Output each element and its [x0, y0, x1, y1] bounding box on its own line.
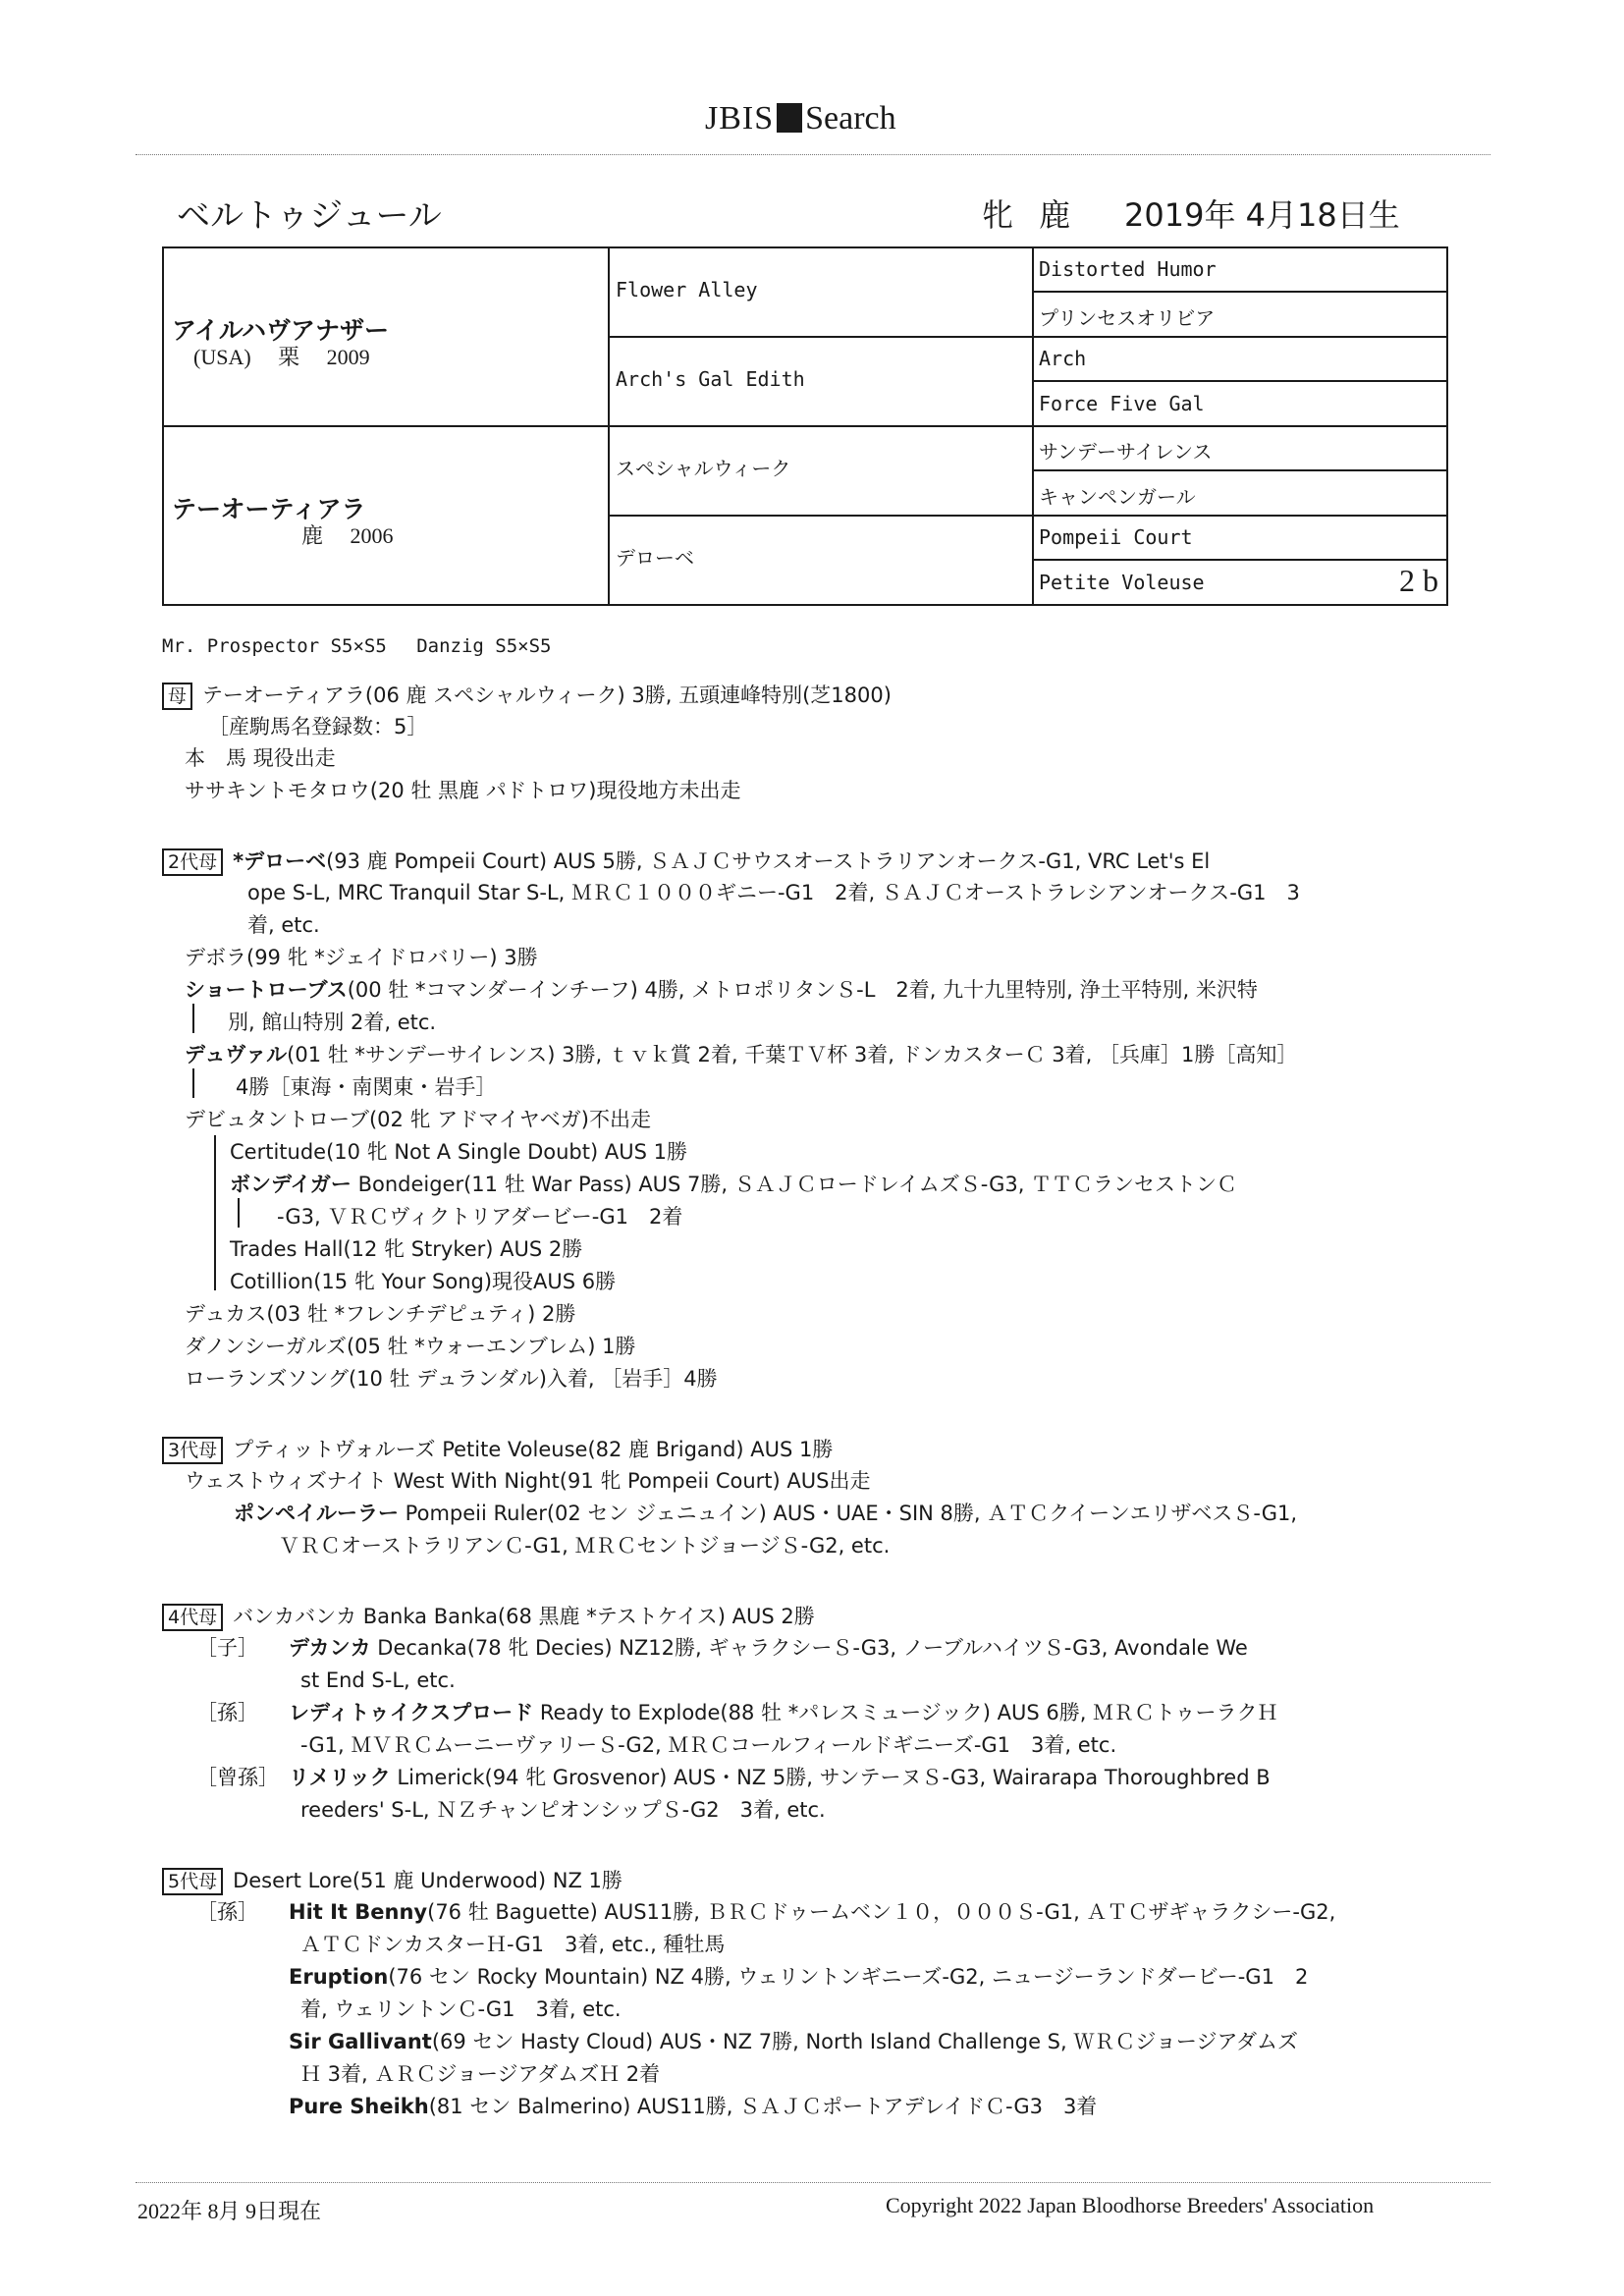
section-badge-dam: 母: [162, 683, 192, 710]
gen2-line: ショートローブス(00 牡 *コマンダーインチーフ) 4勝, メトロポリタンＳ-L 2着, 九十九里特別, 浄土平特別, 米沢特: [185, 978, 1258, 1002]
gen2-line: 2代母 *デローベ(93 鹿 Pompeii Court) AUS 5勝, ＳＡＪＣサウスオーストラリアンオークス-G1, VRC Let's El: [162, 848, 1210, 876]
gen4-line: リメリック Limerick(94 牝 Grosvenor) AUS・NZ 5勝, サンテーヌＳ-G3, Wairarapa Thoroughbred B: [289, 1766, 1271, 1789]
gen2-line: 別, 館山特別 2着, etc.: [228, 1011, 437, 1034]
gen3-name: Petite Voleuse: [1039, 571, 1205, 594]
jbis-logo: [705, 100, 896, 137]
gen3-cell: [1032, 246, 1448, 293]
footer-copyright: Copyright 2022 Japan Bloodhorse Breeders' Association: [886, 2193, 1375, 2217]
dam-meta: 鹿 2006: [301, 523, 394, 548]
logo-search-text: Search: [805, 100, 896, 137]
family-number: 2 b: [1399, 563, 1438, 598]
gen5-line: ＡＴＣドンカスターＨ-G1 3着, etc., 種牡馬: [300, 1933, 726, 1956]
gen4-tag: ［孫］: [196, 1701, 258, 1724]
gen3-name: Pompeii Court: [1039, 525, 1193, 549]
gen3-name: Force Five Gal: [1039, 392, 1205, 415]
gen2-line: 着, etc.: [247, 913, 320, 937]
gen2-line: ローランズソング(10 牡 デュランダル)入着, ［岩手］4勝: [185, 1367, 718, 1391]
gen2-line: Trades Hall(12 牝 Stryker) AUS 2勝: [230, 1237, 583, 1261]
gen3-line: 3代母 プティットヴォルーズ Petite Voleuse(82 鹿 Brigand) AUS 1勝: [162, 1437, 833, 1464]
gen5-line: Ｈ 3着, ＡＲＣジョージアダムズＨ 2着: [300, 2062, 661, 2086]
section-badge-gen5: 5代母: [162, 1868, 223, 1895]
gen2-line: Certitude(10 牝 Not A Single Doubt) AUS 1勝: [230, 1140, 687, 1164]
gen2-line: ボンデイガー Bondeiger(11 牡 War Pass) AUS 7勝, ＳＡＪＣロードレイムズＳ-G3, ＴＴＣランセストンＣ: [230, 1173, 1238, 1196]
gen2-cell: [608, 515, 1034, 606]
gen5-line: 5代母 Desert Lore(51 鹿 Underwood) NZ 1勝: [162, 1868, 623, 1895]
gen5-line: Sir Gallivant(69 セン Hasty Cloud) AUS・NZ 7勝, North Island Challenge S, ＷＲＣジョージアダムズ: [289, 2030, 1299, 2053]
tree-bar: [214, 1135, 216, 1290]
gen4-line: 4代母 バンカバンカ Banka Banka(68 黒鹿 *テストケイス) AUS 2勝: [162, 1604, 815, 1631]
section-badge-gen4: 4代母: [162, 1604, 223, 1631]
tree-bar: [192, 1004, 194, 1033]
gen3-line: ウェストウィズナイト West With Night(91 牝 Pompeii Court) AUS出走: [185, 1469, 871, 1493]
horse-name: ベルトゥジュール: [177, 196, 442, 236]
header-rule: [135, 154, 1490, 155]
gen3-name: キャンペンガール: [1039, 485, 1196, 509]
gen2-cell: [608, 246, 1034, 338]
gen5-line: Eruption(76 セン Rocky Mountain) NZ 4勝, ウェリントンギニーズ-G2, ニュージーランドダービー-G1 2: [289, 1965, 1309, 1989]
section-badge-gen3: 3代母: [162, 1437, 223, 1464]
tree-bar: [192, 1068, 194, 1098]
gen2-name: Flower Alley: [616, 278, 758, 301]
gen2-cell: [608, 336, 1034, 427]
gen3-line: ポンペイルーラー Pompeii Ruler(02 セン ジェニュイン) AUS・UAE・SIN 8勝, ＡＴＣクイーンエリザベスＳ-G1,: [234, 1502, 1298, 1525]
gen2-line: デュカス(03 牡 *フレンチデピュティ) 2勝: [185, 1302, 576, 1326]
gen3-cell: [1032, 469, 1448, 517]
dam-name: テーオーティアラ: [172, 495, 366, 523]
gen2-name: デローベ: [616, 546, 694, 570]
gen4-line: st End S-L, etc.: [300, 1668, 456, 1692]
sire-meta: (USA) 栗 2009: [193, 345, 370, 369]
gen5-tag: ［孫］: [196, 1900, 258, 1924]
gen5-line: 着, ウェリントンＣ-G1 3着, etc.: [300, 1997, 622, 2021]
gen4-line: -G1, ＭＶＲＣムーニーヴァリーＳ-G2, ＭＲＣコールフィールドギニーズ-G1 3着, etc.: [300, 1733, 1117, 1757]
gen3-name: サンデーサイレンス: [1039, 440, 1213, 464]
gen3-cell: [1032, 380, 1448, 427]
logo-jbis-text: JBIS: [705, 100, 775, 137]
gen4-line: reeders' S-L, ＮＺチャンピオンシップＳ-G2 3着, etc.: [300, 1798, 826, 1822]
gen2-line: Cotillion(15 牝 Your Song)現役AUS 6勝: [230, 1270, 617, 1293]
section-badge-gen2: 2代母: [162, 848, 223, 876]
logo-horse-icon: [777, 103, 802, 133]
gen4-tag: ［曾孫］: [196, 1766, 279, 1789]
tree-bar: [238, 1198, 240, 1228]
gen5-line: Pure Sheikh(81 セン Balmerino) AUS11勝, ＳＡＪＣポートアデレイドＣ-G3 3着: [289, 2095, 1098, 2118]
dam-line-3: 本 馬 現役出走: [185, 746, 336, 770]
gen3-cell: [1032, 336, 1448, 382]
gen2-cell: [608, 425, 1034, 517]
gen3-name: Arch: [1039, 347, 1087, 370]
horse-birth: 2019年 4月18日生: [1124, 196, 1400, 234]
sire-cell: [162, 246, 610, 427]
dam-line-2: ［産駒馬名登録数：5］: [208, 715, 428, 738]
gen2-line: -G3, ＶＲＣヴィクトリアダービー-G1 2着: [277, 1205, 683, 1229]
dam-cell: [162, 425, 610, 606]
gen2-line: ope S-L, MRC Tranquil Star S-L, ＭＲＣ１０００ギニー-G1 2着, ＳＡＪＣオーストラレシアンオークス-G1 3: [247, 881, 1300, 904]
gen3-cell: [1032, 515, 1448, 561]
gen3-cell: [1032, 425, 1448, 471]
inbreeding-note: Mr. Prospector S5×S5 Danzig S5×S5: [162, 635, 552, 657]
gen2-line: デュヴァル(01 牡 *サンデーサイレンス) 3勝, ｔｖｋ賞 2着, 千葉ＴＶ杯 3着, ドンカスターＣ 3着, ［兵庫］1勝［高知］: [185, 1043, 1298, 1066]
gen3-cell: [1032, 291, 1448, 338]
gen2-line: 4勝［東海・南関東・岩手］: [236, 1075, 497, 1099]
gen5-line: Hit It Benny(76 牡 Baguette) AUS11勝, ＢＲＣドゥームベン１０，０００Ｓ-G1, ＡＴＣザギャラクシー-G2,: [289, 1900, 1336, 1924]
dam-line-1: [162, 683, 892, 710]
gen2-line: デボラ(99 牝 *ジェイドロバリー) 3勝: [185, 946, 538, 969]
dam-line-4: ササキントモタロウ(20 牡 黒鹿 パドトロワ)現役地方未出走: [185, 779, 741, 802]
gen2-name: Arch's Gal Edith: [616, 367, 805, 391]
footer-date: 2022年 8月 9日現在: [137, 2199, 322, 2223]
gen4-line: レディトゥイクスプロード Ready to Explode(88 牡 *パレスミュージック) AUS 6勝, ＭＲＣトゥーラクＨ: [289, 1701, 1278, 1724]
sire-name: アイルハヴアナザー: [172, 316, 390, 345]
gen4-line: デカンカ Decanka(78 牝 Decies) NZ12勝, ギャラクシーＳ-G3, ノーブルハイツＳ-G3, Avondale We: [289, 1636, 1248, 1660]
gen3-name: Distorted Humor: [1039, 257, 1217, 281]
gen3-name: プリンセスオリビア: [1039, 306, 1216, 330]
gen4-tag: ［子］: [196, 1636, 258, 1660]
footer-rule: [135, 2182, 1490, 2183]
gen3-line: ＶＲＣオーストラリアンＣ-G1, ＭＲＣセントジョージＳ-G2, etc.: [279, 1534, 891, 1558]
gen2-line: ダノンシーガルズ(05 牡 *ウォーエンブレム) 1勝: [185, 1335, 636, 1358]
gen2-line: デビュタントローブ(02 牝 アドマイヤベガ)不出走: [185, 1108, 651, 1131]
gen3-cell: [1032, 559, 1448, 606]
horse-sex-color: 牝 鹿: [982, 196, 1079, 234]
gen2-name: スペシャルウィーク: [616, 457, 791, 480]
dam-record: テーオーティアラ(06 鹿 スペシャルウィーク) 3勝, 五頭連峰特別(芝1800): [202, 683, 892, 707]
